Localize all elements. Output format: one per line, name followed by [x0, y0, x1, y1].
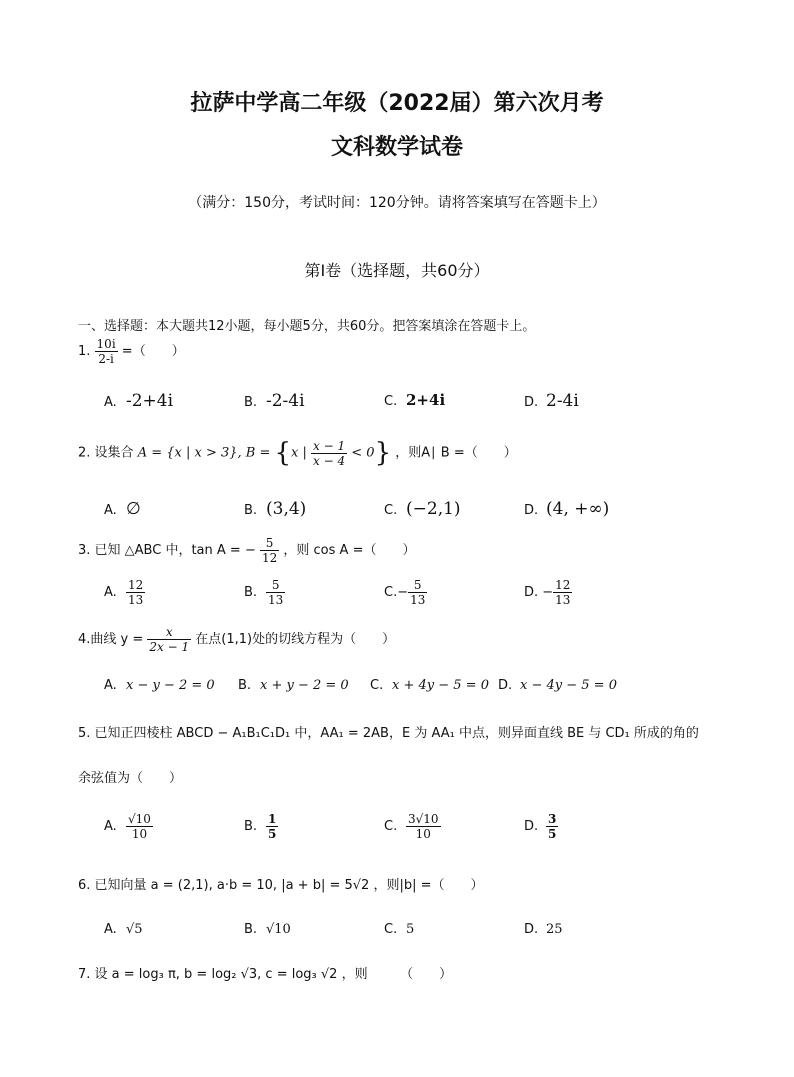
option-b: B. -2-4i [244, 391, 305, 411]
option-c: C. (−2,1) [384, 499, 461, 519]
option-c: C.− $\frac{5}{13}$ [384, 578, 426, 607]
option-c: C. $\frac{3√10}{10}$ [384, 812, 439, 841]
denominator: 2-i [98, 352, 114, 366]
fraction: $\frac{x}{2x - 1}$ [149, 625, 190, 654]
option-a: A. -2+4i [104, 391, 174, 411]
numerator: 10i [96, 337, 116, 351]
option-d: D. 25 [524, 922, 563, 937]
question-4: 4.曲线 y = $\frac{x}{2x - 1}$ 在点(1,1)处的切线方程为（ ） [78, 625, 396, 654]
option-b: B. (3,4) [244, 499, 307, 519]
exam-title: 拉萨中学高二年级（2022届）第六次月考 [190, 91, 604, 116]
option-a: A. $\frac{√10}{10}$ [104, 812, 151, 841]
question-7: 7. 设 a = log₃ π, b = log₂ √3, c = log₃ √2 ，则 （ ） [78, 967, 453, 982]
option-d: D. $\frac{3}{5}$ [524, 812, 557, 841]
option-a: A. x − y − 2 = 0 [104, 678, 215, 693]
section-title: 第Ⅰ卷（选择题，共60分） [304, 261, 490, 280]
question-3: 3. 已知 △ABC 中，tan A = − $\frac{5}{12}$ ，则 cos A =（ ） [78, 536, 416, 565]
option-b: B. √10 [244, 922, 291, 937]
option-c: C. 5 [384, 922, 415, 937]
option-d: D. x − 4y − 5 = 0 [498, 678, 617, 693]
option-d: D. (4, +∞) [524, 499, 610, 519]
option-a: A. ∅ [104, 499, 141, 519]
option-a: A. $\frac{12}{13}$ [104, 578, 144, 607]
question-5-line2: 余弦值为（ ） [78, 771, 183, 786]
exam-subtitle: 文科数学试卷 [330, 135, 463, 160]
question-number: 1. [78, 344, 91, 359]
option-d: D. 2-4i [524, 391, 579, 411]
option-d: D. − $\frac{12}{13}$ [524, 578, 571, 607]
question-6: 6. 已知向量 a = (2,1), a·b = 10, |a + b| = 5√2 ，则|b| =（ ） [78, 878, 484, 893]
question-2: 2. 设集合 A = {x | x > 3}, B = {x | $\frac{x - 1}{x - 4}$ < 0} ，则A∣ B =（ ） [78, 438, 517, 468]
fraction [95, 337, 118, 366]
option-c: C. x + 4y − 5 = 0 [370, 678, 489, 693]
option-b: B. x + y − 2 = 0 [238, 678, 349, 693]
fraction: $\frac{x - 1}{x - 4}$ [313, 438, 346, 468]
question-tail: =（ ） [121, 344, 185, 359]
fraction: $\frac{5}{12}$ [261, 536, 278, 565]
exam-note: （满分：150分，考试时间：120分钟。请将答案填写在答题卡上） [188, 195, 606, 211]
option-b: B. $\frac{5}{13}$ [244, 578, 284, 607]
question-5-line1: 5. 已知正四棱柱 ABCD − A₁B₁C₁D₁ 中，AA₁ = 2AB，E 为 AA₁ 中点，则异面直线 BE 与 CD₁ 所成的角的 [78, 726, 699, 741]
option-a: A. √5 [104, 922, 143, 937]
section-instruction: 一、选择题：本大题共12小题，每小题5分，共60分。把答案填涂在答题卡上。 [78, 319, 536, 334]
question-1 [78, 337, 185, 366]
option-b: B. $\frac{1}{5}$ [244, 812, 277, 841]
option-c: C. 2+4i [384, 391, 446, 409]
